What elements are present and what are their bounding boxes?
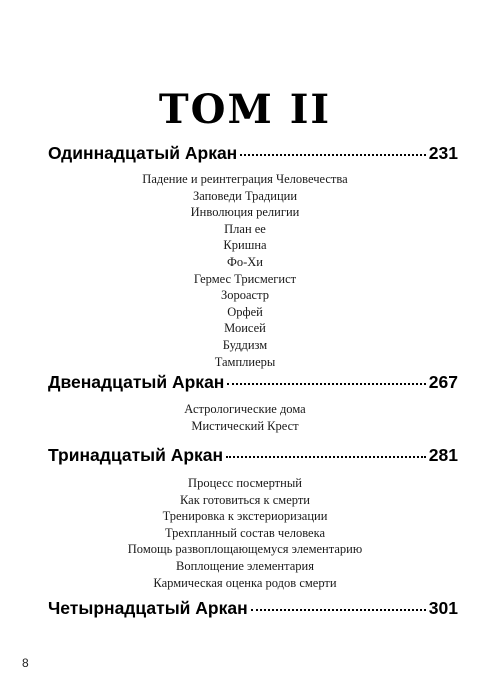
toc-entry-arcana-14	[48, 598, 458, 622]
dot-leader	[226, 455, 426, 458]
dot-leader	[227, 382, 425, 385]
page-number: 8	[22, 656, 29, 670]
toc-subentry: Заповеди Традиции	[192, 188, 298, 203]
toc-subentry: Фо-Хи	[226, 254, 263, 269]
toc-subentry: Процесс посмертный	[188, 476, 302, 490]
toc-entry-arcana-12	[48, 372, 458, 396]
toc-entry-arcana-11	[48, 143, 458, 167]
toc-subentry: Гермес Трисмегист	[193, 271, 297, 286]
toc-subentry: План ее	[224, 221, 266, 236]
toc-entry-title: Четырнадцатый Аркан	[48, 598, 248, 618]
toc-subentry: Моисей	[224, 321, 266, 336]
toc-subentry: Астрологические дома	[184, 402, 306, 416]
toc-subentry: Помощь развоплощающемуся элементарию	[127, 542, 363, 557]
toc-subentry: Кармическая оценка родов смерти	[153, 575, 337, 590]
toc-subentry: Мистический Крест	[191, 418, 299, 433]
toc-subentry: Трехпланный состав человека	[164, 525, 326, 540]
toc-entry-title: Тринадцатый Аркан	[48, 445, 224, 465]
toc-subentry: Падение и реинтеграция Человечества	[142, 172, 348, 186]
toc-entry-page: 301	[428, 598, 458, 618]
toc-subentries-arcana-12	[0, 401, 490, 434]
toc-subentries-arcana-13	[0, 475, 490, 591]
toc-entry-title: Двенадцатый Аркан	[48, 372, 225, 392]
toc-subentry: Воплощение элементария	[176, 558, 314, 573]
toc-subentry: Кришна	[223, 238, 267, 253]
toc-subentry: Как готовиться к смерти	[180, 492, 310, 507]
toc-subentries-arcana-11	[0, 171, 490, 370]
toc-subentry: Орфей	[227, 304, 263, 319]
volume-title: ТОМ II	[158, 86, 332, 133]
dot-leader	[240, 153, 426, 156]
toc-subentry: Тренировка к экстериоризации	[162, 509, 328, 524]
toc-entry-title: Одиннадцатый Аркан	[48, 143, 238, 163]
toc-subentry: Инволюция религии	[190, 205, 300, 220]
toc-subentry: Зороастр	[221, 288, 269, 303]
toc-subentry: Тамплиеры	[214, 354, 276, 369]
toc-entry-page: 267	[428, 372, 458, 392]
dot-leader	[251, 608, 426, 611]
toc-entry-page: 281	[428, 445, 458, 465]
toc-entry-arcana-13	[48, 445, 458, 469]
toc-entry-page: 231	[428, 143, 458, 163]
toc-subentry: Буддизм	[222, 337, 268, 352]
